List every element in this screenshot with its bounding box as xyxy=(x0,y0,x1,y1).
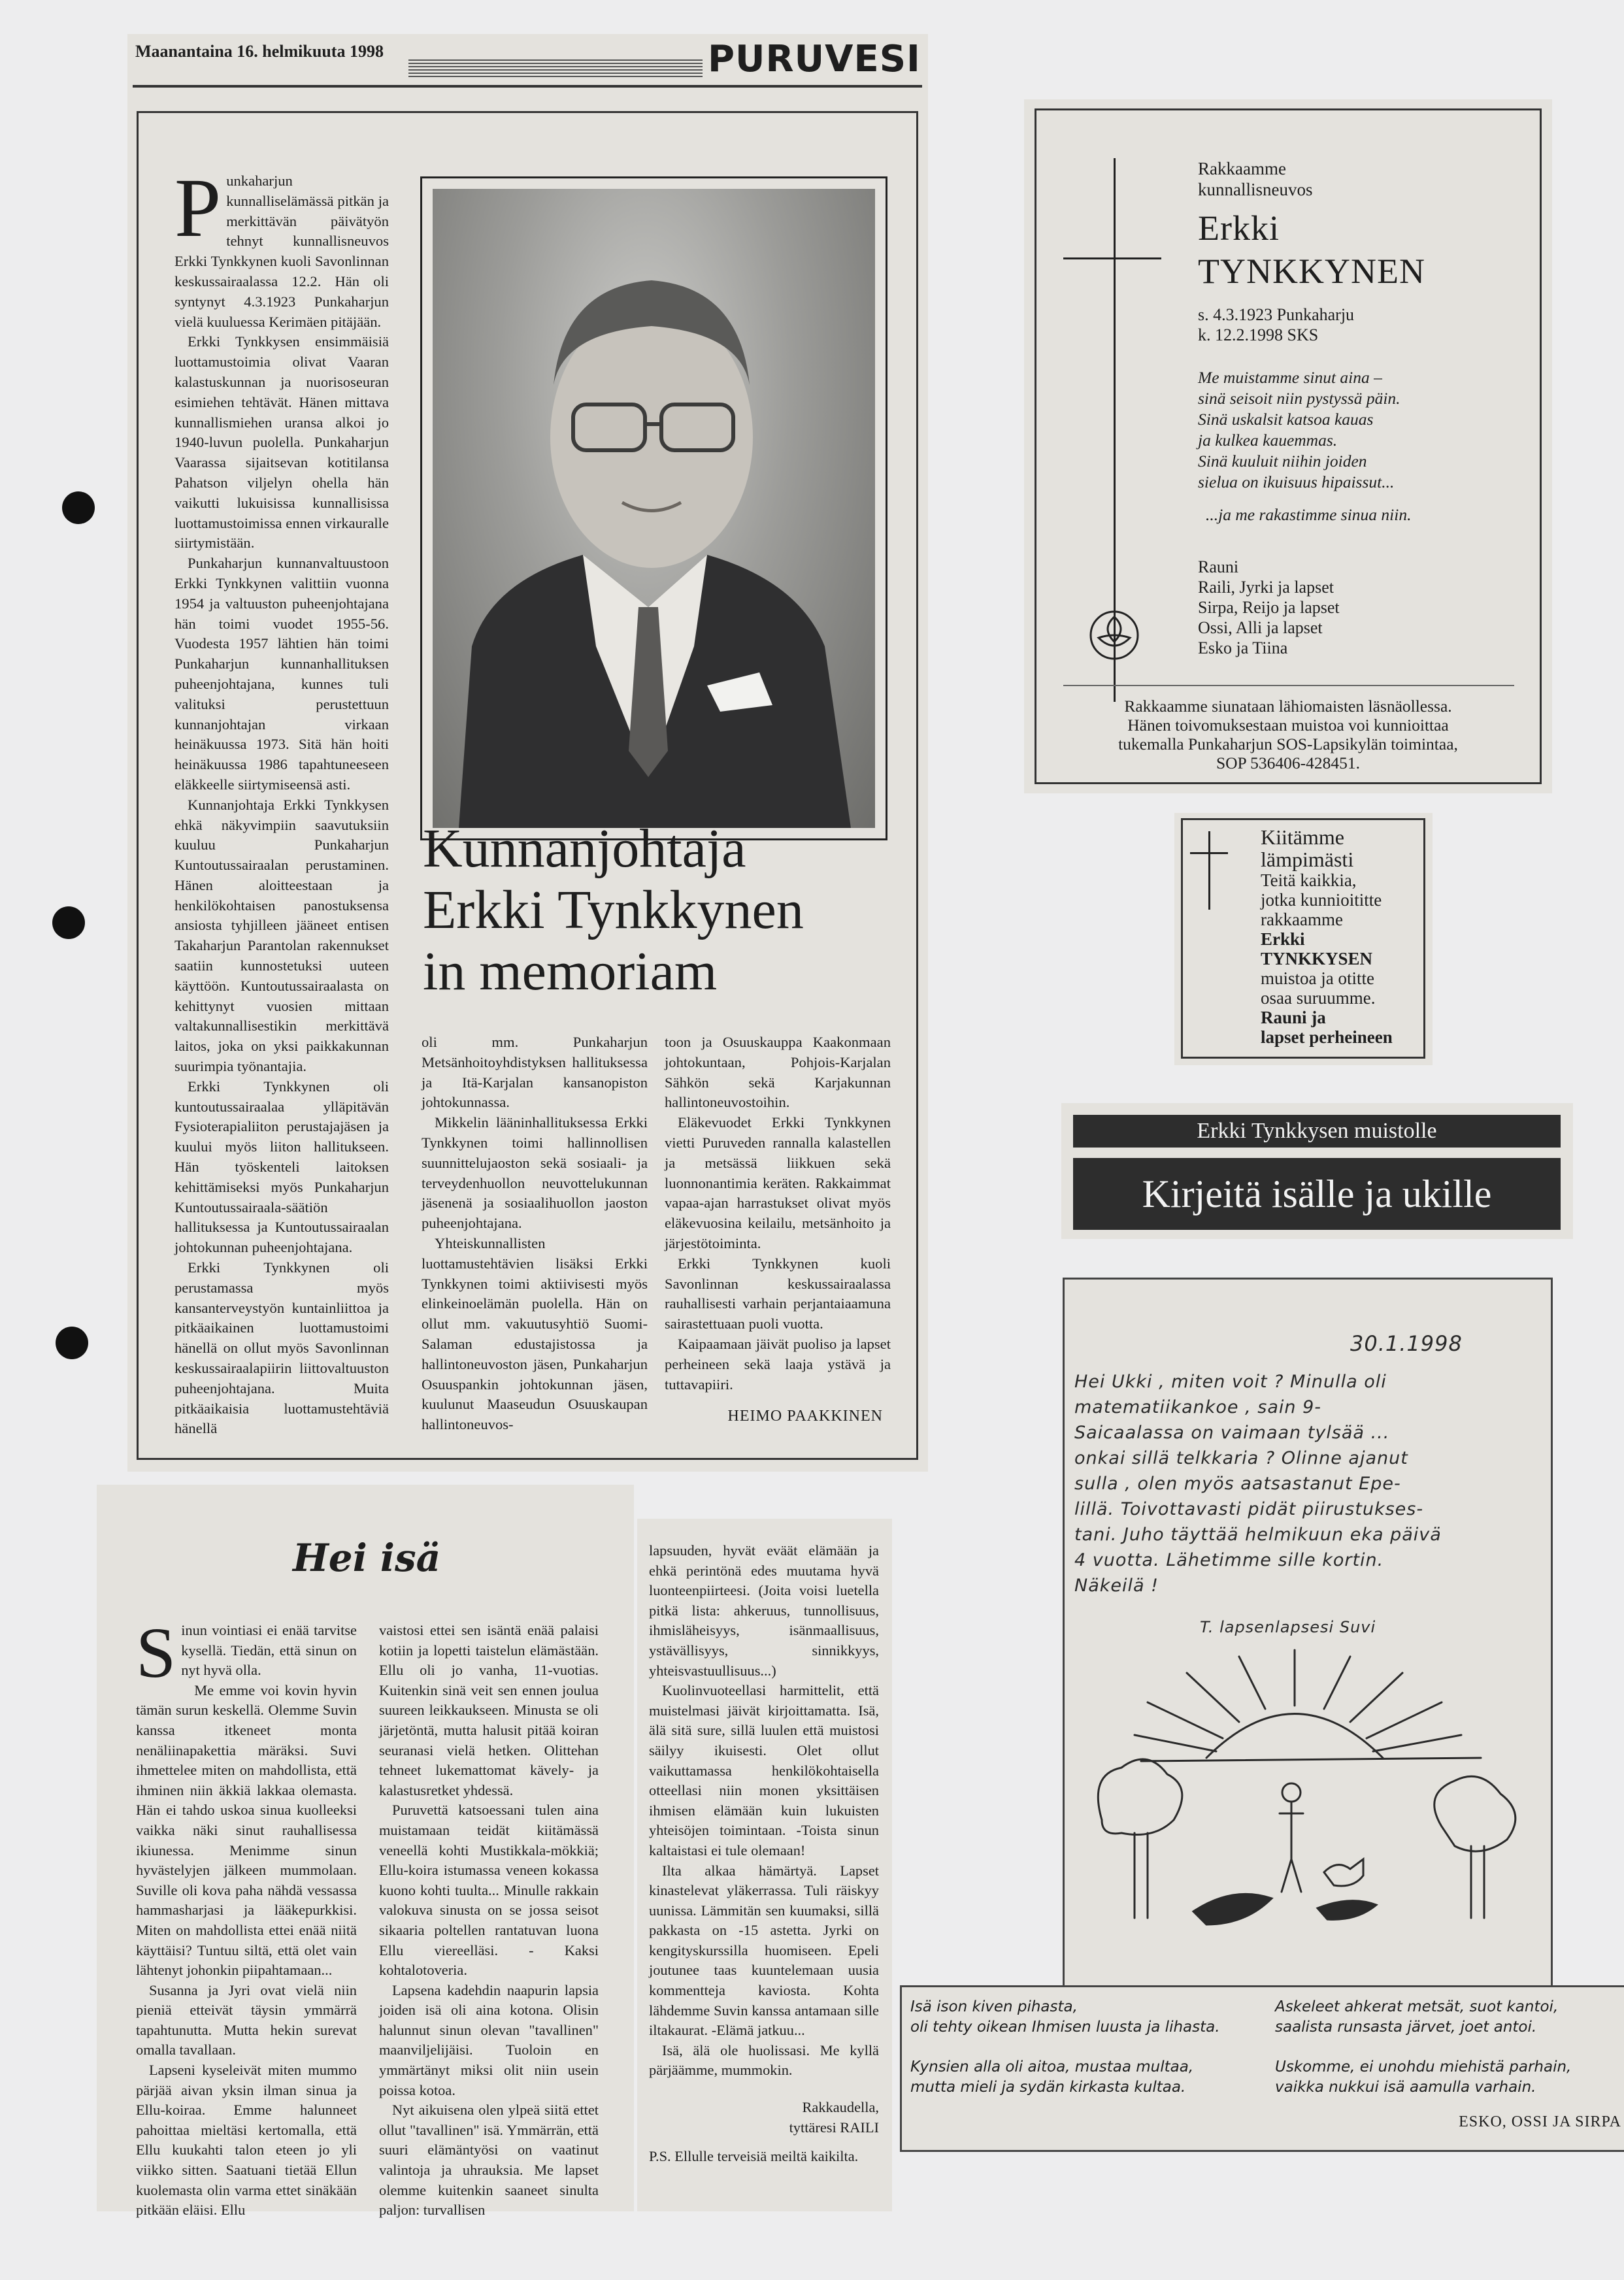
poem-line: Uskomme, ei unohdu miehistä parhain, xyxy=(1275,2058,1572,2075)
binder-hole xyxy=(62,491,95,524)
article-paragraph: Eläkevuodet Erkki Tynkkynen vietti Puruveden rannalla kalastellen ja metsässä liikkuen sekä luonnonantimia keräten. Rakkaimmat vapaa-ajan harrastukset olivat myös eläkevuosina keilailu, metsänhoito ja järjestötoiminta. xyxy=(665,1114,891,1251)
newspaper-date: Maanantaina 16. helmikuuta 1998 xyxy=(135,42,384,61)
poem-line: Kynsien alla oli aitoa, mustaa multaa, xyxy=(910,2058,1194,2075)
family-list xyxy=(1198,557,1525,658)
rose-emblem-icon xyxy=(1088,609,1140,661)
hei-isa-clipping xyxy=(97,1485,634,2219)
article-paragraph: Kunnanjohtaja Erkki Tynkkysen ehkä näkyvimpiin saavutuksiin kuuluu Punkaharjun Kuntoutussairaalan perustaminen. Hänen aloitteestaan ja henkilökohtaisen panostuksensa ansiosta tyhjilleen jääneet entisen Takaharjun Parantolan rakennukset saatiin kunnostetuksi uuteen käyttöön. Kuntoutussairaalasta on kehittynyt vuosien mittaan valtakunnallisestikin merkittävä laitos, joka on yksi paikkakunnan suurimpia työnantajia. xyxy=(174,796,389,1075)
banner-title: Kirjeitä isälle ja ukille xyxy=(1073,1158,1561,1230)
thanks-cross-vertical xyxy=(1208,831,1210,910)
article-column-2 xyxy=(422,1033,648,1435)
binder-hole xyxy=(52,906,85,939)
death-notice-body xyxy=(1198,158,1525,658)
article-paragraph: Mikkelin lääninhallituksessa Erkki Tynkkynen toimi hallinnollisen suunnittelujaoston sekä sosiaali- ja terveydenhuollon neuvottelukunnan jäsenenä ja sosiaalihuollon jaoston puheenjohtajana. xyxy=(422,1114,648,1232)
portrait-frame xyxy=(420,176,887,840)
deceased-last-name: TYNKKYNEN xyxy=(1198,252,1425,291)
article-headline xyxy=(423,818,893,1002)
thanks-line: rakkaamme xyxy=(1261,910,1343,929)
letter-signature: tyttäresi RAILI xyxy=(789,2119,879,2136)
family-member: Raili, Jyrki ja lapset xyxy=(1198,578,1334,597)
poem-line: mutta mieli ja sydän kirkasta kultaa. xyxy=(910,2079,1186,2096)
thanks-line: Teitä kaikkia, xyxy=(1261,870,1357,890)
article-paragraph: Erkki Tynkkynen oli kuntoutussairaalaa ylläpitävän Fysioterapialiiton perustajajäsen ja kuului myös liiton hallitukseen. Hän työskenteli laitoksen kehittämiseksi myös Punkaharjun Kuntoutussairaala-säätiön hallituksessa ja Kuntoutussairaalan johtokunnan puheenjohtajana. xyxy=(174,1078,389,1256)
family-member: Rauni xyxy=(1198,557,1239,576)
thanks-line: osaa suruumme. xyxy=(1261,988,1376,1008)
letter-paragraph: Lapsena kadehdin naapurin lapsia joiden isä oli aina kotona. Olisin halunnut sinun olevan "tavallinen" maanviljelijäisi. Tuoloin en ymmärtänyt miksi olit niin usein poissa kotoa. xyxy=(379,1981,599,2098)
footer-line: Hänen toivomuksestaan muistoa voi kunnioittaa xyxy=(1127,716,1449,735)
notice-intro: Rakkaamme xyxy=(1198,159,1286,178)
letter-line: sulla , olen myös aatsastanut Epe- xyxy=(1074,1474,1401,1494)
notice-footer xyxy=(1050,697,1526,772)
thanks-cross-horizontal xyxy=(1190,852,1228,854)
family-member: Sirpa, Reijo ja lapset xyxy=(1198,598,1340,617)
death-notice-clipping xyxy=(1024,99,1552,793)
poem-line: Askeleet ahkerat metsät, suot kantoi, xyxy=(1275,1998,1559,2015)
poem-line: sinä seisoit niin pystyssä päin. xyxy=(1198,389,1400,408)
thanks-heading: lämpimästi xyxy=(1261,848,1354,871)
article-paragraph: Yhteiskunnallisten luottamustehtävien lisäksi Erkki Tynkkynen toimi aktiivisesti myös elinkeinoelämän puolella. Hän on ollut mm. vakuutusyhtiö Suomi-Salaman edustajistossa ja hallintoneuvoston jäsen, Punkaharjun Osuuspankin johtokunnan jäsen, kuulunut Maaseudun Osuuskaupan hallintoneuvos- xyxy=(422,1234,648,1433)
article-column-3 xyxy=(665,1033,891,1427)
thanks-name: TYNKKYSEN xyxy=(1261,949,1373,968)
thanks-clipping xyxy=(1174,813,1433,1065)
letter-line: Näkeilä ! xyxy=(1074,1576,1159,1596)
footer-line: tukemalla Punkaharjun SOS-Lapsikylän toimintaa, xyxy=(1118,735,1458,753)
article-paragraph: unkaharjun kunnalliselämässä pitkän ja merkittävän päivätyön tehnyt kunnallisneuvos Erkki Tynkkynen kuoli Savonlinnan keskussairaalassa 12.2. Hän oli syntynyt 4.3.1923 Punkaharjun vielä kuuluessa Kerimäen pitäjään. xyxy=(174,173,389,330)
hei-isa-column-2 xyxy=(379,1621,599,2221)
deceased-first-name: Erkki xyxy=(1198,208,1280,248)
letter-date: 30.1.1998 xyxy=(1350,1331,1463,1356)
letter-clipping xyxy=(1063,1278,1553,2000)
poem-line: ja kulkea kauemmas. xyxy=(1198,431,1338,450)
letter-line: lillä. Toivottavasti pidät piirustukses- xyxy=(1074,1499,1424,1519)
banner-subtitle: Erkki Tynkkysen muistolle xyxy=(1073,1115,1561,1148)
poem-line: saalista runsasta järvet, joet antoi. xyxy=(1275,2019,1537,2036)
sunrise-drawing-icon xyxy=(1076,1644,1540,1944)
drop-cap: P xyxy=(174,161,222,254)
thanks-signature: lapset perheineen xyxy=(1261,1027,1393,1047)
notice-poem xyxy=(1198,367,1525,525)
poem-line: oli tehty oikean Ihmisen luusta ja lihasta. xyxy=(910,2019,1220,2036)
article-paragraph: Punkaharjun kunnanvaltuustoon Erkki Tynkkynen valittiin vuonna 1954 ja valtuuston puheenjohtajana hän toimi vuodet 1955-56. Vuodesta 1957 lähtien hän toimi Punkaharjun kunnanhallituksen puheenjohtajana, kunnes tuli valituksi perustettuun kunnanjohtajan virkaan heinäkuussa 1973. Sitä hän hoiti heinäkuussa 1986 tapahtuneeseen eläkkeelle siirtymiseensä asti. xyxy=(174,555,389,793)
article-paragraph: Kaipaamaan jäivät puoliso ja lapset perheineen sekä laaja ystävä ja tuttavapiiri. xyxy=(665,1335,891,1393)
hei-isa-column-3 xyxy=(649,1541,879,2167)
newspaper-logo: PURUVESI xyxy=(703,37,926,82)
letter-line: onkai sillä telkkaria ? Olinne ajanut xyxy=(1074,1448,1408,1468)
letter-line: matematiikankoe , sain 9- xyxy=(1074,1397,1322,1417)
drop-cap: S xyxy=(136,1613,176,1693)
letters-banner-clipping xyxy=(1061,1103,1573,1239)
hei-isa-column-1 xyxy=(136,1613,357,2221)
poem-line: ...ja me rakastimme sinua niin. xyxy=(1206,505,1412,524)
headline-line: Kunnanjohtaja xyxy=(423,818,746,879)
article-paragraph: Erkki Tynkkysen ensimmäisiä luottamustoimia olivat Vaaran kalastuskunnan ja nuorisoseuran esimiehen tehtävät. Hänen mittava kunnallismiehen uransa alkoi jo 1940-luvun puolella. Punkaharjun Vaarassa sijaitsevan kotitilansa Pahatson viljelyn ohella hän vaikutti lukuisissa kunnallisissa luottamustoimissa ennen virkauralle siirtymistään. xyxy=(174,333,389,552)
poem-line: Sinä uskalsit katsoa kauas xyxy=(1198,410,1374,429)
header-rule xyxy=(133,85,922,88)
letter-closing: Rakkaudella, xyxy=(802,2099,879,2116)
notice-title: kunnallisneuvos xyxy=(1198,180,1313,199)
letter-line: 4 vuotta. Lähetimme sille kortin. xyxy=(1074,1550,1384,1570)
article-author: HEIMO PAAKKINEN xyxy=(727,1408,883,1425)
thanks-line: jotka kunnioititte xyxy=(1261,890,1382,910)
letter-paragraph: vaistosi ettei sen isäntä enää palaisi kotiin ja lopetti taistelun elämästään. Ellu oli jo vanha, 11-vuotias. Kuitenkin sinä veit sen ennen joulua suureen leikkaukseen. Minusta se oli järjetöntä, mutta halusit pitää koiran seuranasi vielä hetken. Olittehan tehneet lukemattomat kävely- ja kalastusretket yhdessä. xyxy=(379,1622,599,1798)
letter-body xyxy=(1074,1369,1545,1598)
article-column-1 xyxy=(174,161,389,1439)
letter-paragraph: Lapseni kyseleivät miten mummo pärjää aivan yksin ilman sinua ja Ellu-koiraa. Emme halunneet pahoittaa mieltäsi kertomalla, että Ellu kuukahti talon eteen jo yli viikko sitten. Saatuani tietää Ellun kuolemasta olin varma ettet sinäkään pitkään eläisi. Ellu xyxy=(136,2062,357,2219)
poem-line: Me muistamme sinut aina – xyxy=(1198,368,1382,387)
letter-paragraph: Nyt aikuisena olen ylpeä siitä ettet ollut "tavallinen" isä. Ymmärrän, että suuri elämäntyösi on vaatinut valintoja ja uhrauksia. Me lapset olemme kuitenkin saaneet sinulta paljon: turvallisen xyxy=(379,2102,599,2219)
poem-left xyxy=(910,1997,1263,2117)
headline-line: Erkki Tynkkynen xyxy=(423,880,804,940)
letter-paragraph: Susanna ja Jyri ovat vielä niin pieniä etteivät täysin ymmärrä tapahtunutta. Mutta hekin surevat omalla tavallaan. xyxy=(136,1981,357,2058)
headline-line: in memoriam xyxy=(423,941,718,1002)
letter-signature: T. lapsenlapsesi Suvi xyxy=(1200,1618,1376,1636)
cross-horizontal xyxy=(1063,257,1161,259)
letter-postscript: P.S. Ellulle terveisiä meiltä kaikilta. xyxy=(649,2148,859,2165)
letter-paragraph: lapsuuden, hyvät eväät elämään ja ehkä perintönä edes muutama hyvä luonteenpiirteesi. (Joita voisi luetella pitkä lista: ahkeruus, tunnollisuus, ihmisläheisyys, isänmaallisuus, ystävällisyys, sinnikkyys, yhteisvastuullisuus...) xyxy=(649,1542,879,1679)
binder-hole xyxy=(56,1327,88,1359)
thanks-heading: Kiitämme xyxy=(1261,825,1344,849)
family-member: Esko ja Tiina xyxy=(1198,638,1288,657)
footer-line: SOP 536406-428451. xyxy=(1216,753,1361,772)
birth-date: s. 4.3.1923 Punkaharju xyxy=(1198,305,1355,324)
family-member: Ossi, Alli ja lapset xyxy=(1198,618,1323,637)
letter-line: tani. Juho täyttää helmikuun eka päivä xyxy=(1074,1525,1442,1545)
letter-paragraph: Kuolinvuoteellasi harmittelit, että muistelmasi jäivät kirjoittamatta. Isä, älä sitä sure, sillä luulen että muistosi säilyy ikuisesti. Olet ollut vaikuttamassa henkilökohtaisella otteellasi niin monen yksittäisen ihmisen elämään kuin lukuisten yhteisöjen toimintaan. -Toista sinun kaltaistasi ei tule olemaan! xyxy=(649,1682,879,1859)
poem-right xyxy=(1275,1997,1621,2117)
hei-isa-clipping-continued xyxy=(637,1519,892,2211)
footer-line: Rakkaamme siunataan lähiomaisten läsnäollessa. xyxy=(1124,697,1452,716)
portrait-photo xyxy=(433,189,875,828)
article-paragraph: oli mm. Punkaharjun Metsänhoitoyhdistyksen hallituksessa ja Itä-Karjalan kansanopiston johtokunnassa. xyxy=(422,1034,648,1111)
poem-line: sielua on ikuisuus hipaissut... xyxy=(1198,472,1395,491)
thanks-name: Erkki xyxy=(1261,929,1305,949)
letter-paragraph: Puruvettä katsoessani tulen aina muistamaan teidät kiitämässä veneellä kohti Mustikkala-mökkiä; Ellu-koira istumassa veneen kokassa kuono kohti tuulta... Minulle rakkain valokuva sinusta on se jossa seisot sikaaria poltellen rantatuvan luona Ellu viereelläsi. - Kaksi kohtalotoveria. xyxy=(379,1802,599,1979)
letter-paragraph: Isä, älä ole huolissasi. Me kyllä pärjäämme, mummokin. xyxy=(649,2041,879,2079)
letter-line: Saicaalassa on vaimaan tylsää ... xyxy=(1074,1423,1390,1443)
poem-line: Isä ison kiven pihasta, xyxy=(910,1998,1078,2015)
thanks-signature: Rauni ja xyxy=(1261,1008,1326,1027)
letter-paragraph: Ilta alkaa hämärtyä. Lapset kinastelevat yläkerrassa. Tuli räiskyy uunissa. Lämmitän sen kuumaksi, sillä pakkasta on -15 astetta. Jyrki on kengityskurssilla huomiseen. Epeli joutunee taas kuuntelemaan uusia kommentteja kaviosta. Kohta lähdemme Suvin kanssa antamaan sille iltakaurat. -Elämä jatkuu... xyxy=(649,1862,879,2039)
letter-line: Hei Ukki , miten voit ? Minulla oli xyxy=(1074,1372,1387,1392)
poem-line: vaikka nukkui isä aamulla varhain. xyxy=(1275,2079,1536,2096)
letter-paragraph: inun vointiasi ei enää tarvitse kysellä. Tiedän, että sinun on nyt hyvä olla. xyxy=(181,1622,357,1679)
poem-spacer xyxy=(1198,493,1525,504)
article-paragraph: Erkki Tynkkynen kuoli Savonlinnan keskussairaalassa rauhallisesti varhain perjantaiaamuna sairastettuaan puoli vuotta. xyxy=(665,1255,891,1332)
portrait-figure xyxy=(433,189,875,828)
article-paragraph: Erkki Tynkkynen oli perustamassa myös kansanterveystyön kuntainliittoa ja pitkäaikainen luottamustoimi hänellä on ollut myös Savonlinnan keskussairaalapiirin liittovaltuuston puheenjohtajana. Muita pitkäaikaisia luottamustehtäviä hänellä xyxy=(174,1259,389,1437)
thanks-text xyxy=(1261,826,1417,1047)
hei-isa-title: Hei isä xyxy=(293,1536,441,1580)
poem-line: Sinä kuuluit niihin joiden xyxy=(1198,452,1367,471)
notice-divider xyxy=(1063,685,1514,686)
thanks-line: muistoa ja otitte xyxy=(1261,968,1374,988)
memoriam-clipping xyxy=(127,34,928,1472)
poem-clipping xyxy=(900,1985,1624,2152)
death-date: k. 12.2.1998 SKS xyxy=(1198,325,1319,344)
letter-paragraph: Me emme voi kovin hyvin tämän surun keskellä. Olemme Suvin kanssa itkeneet monta nenäliinapakettia märäksi. Suvi ihmettelee miten on mahdollista, että ihminen niin äkkiä lakkaa olemasta. Hän ei tahdo uskoa sinua kuolleeksi vaikka näki sinut rauhallisessa ikiunessa. Menimme sinun hyvästelyjen jälkeen mummolaan. Suville oli kova paha nähdä vessassa hammasharjasi ja lääkepurkkisi. Miten on mahdollista ettei enää niitä käyttäisi? Tuntuu siltä, että olet vain lähtenyt johonkin piipahtamaan... xyxy=(136,1681,357,1979)
article-paragraph: toon ja Osuuskauppa Kaakonmaan johtokuntaan, Pohjois-Karjalan Sähkön sekä Karjakunnan hallintoneuvostoihin. xyxy=(665,1034,891,1111)
poem-signature: ESKO, OSSI JA SIRPA xyxy=(1459,2113,1621,2130)
